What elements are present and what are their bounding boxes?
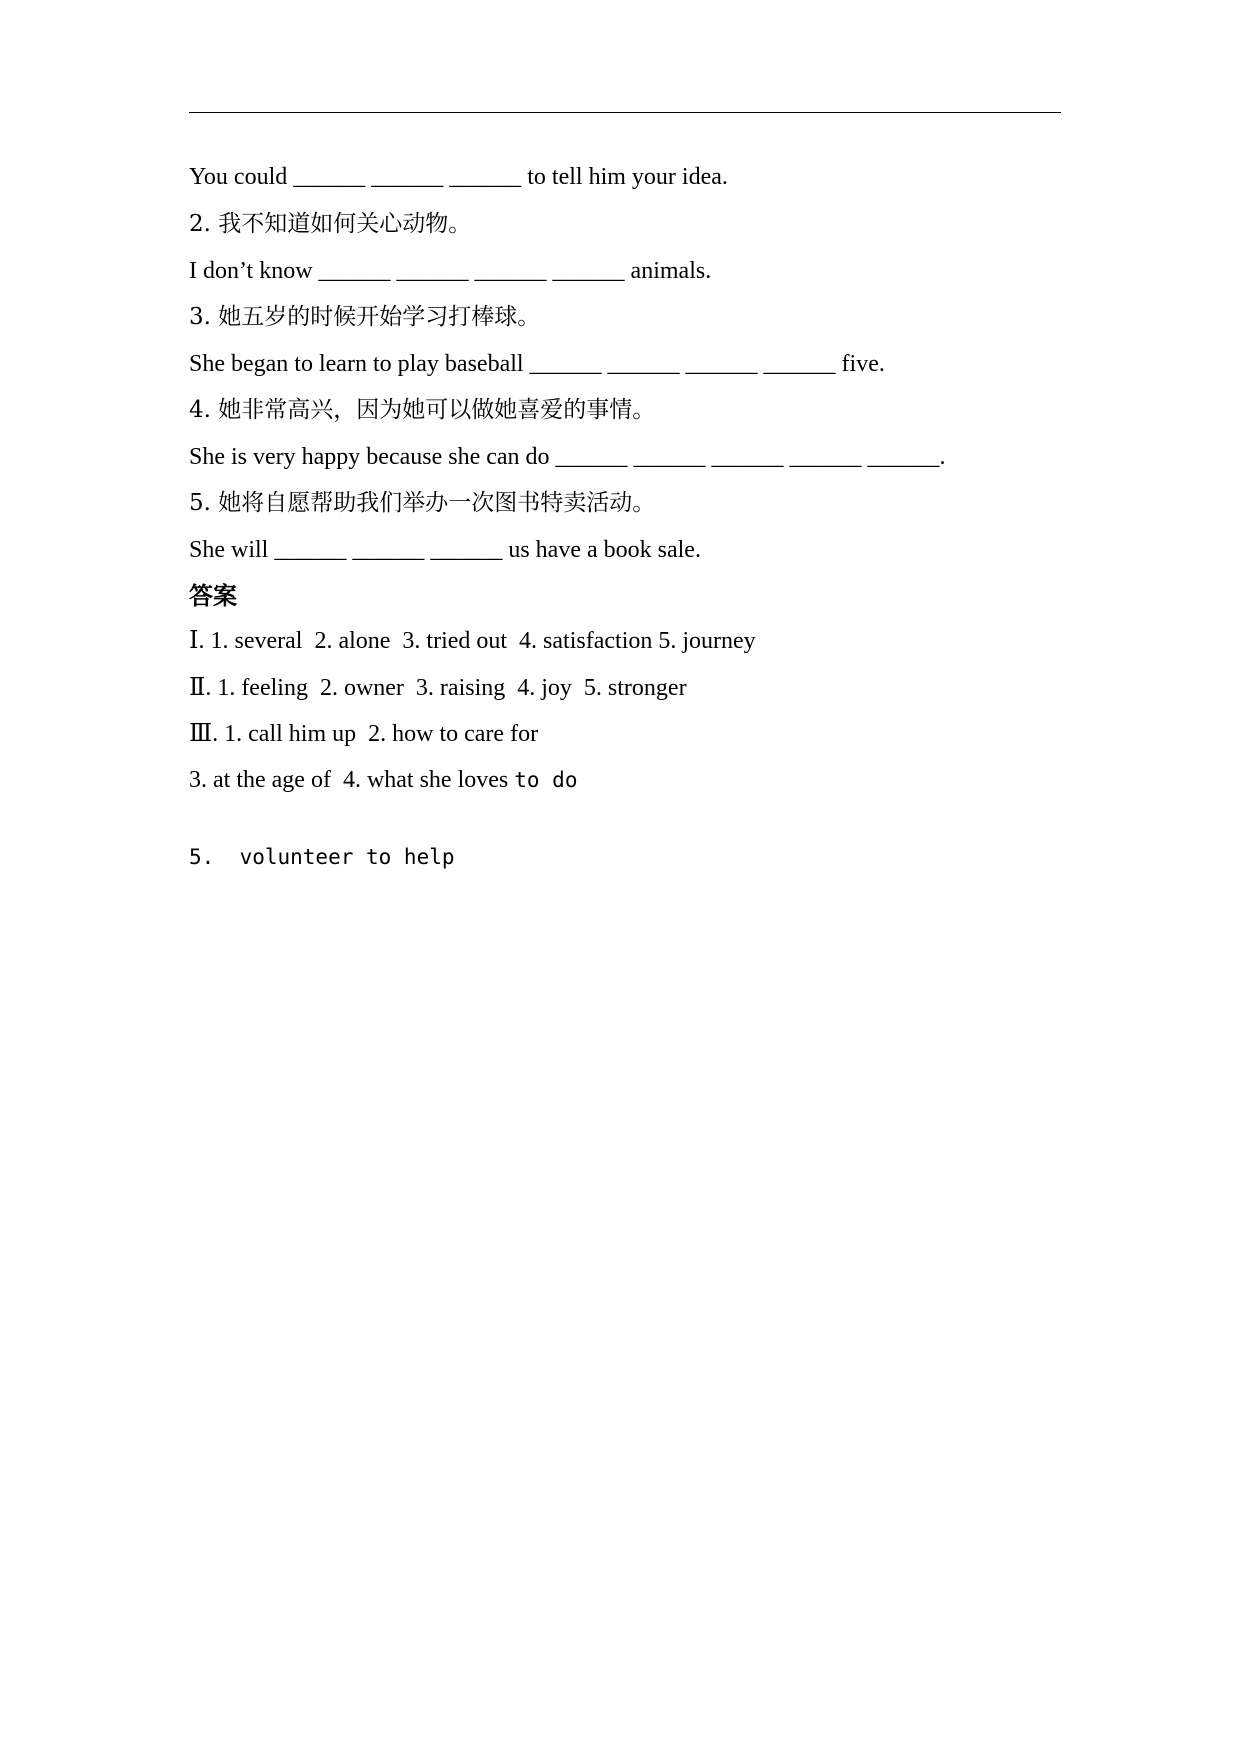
- q3-english-sentence: She began to learn to play baseball ______ ______ ______ ______ five.: [189, 351, 885, 377]
- answers-part-2: Ⅱ. 1. feeling 2. owner 3. raising 4. joy 5. stronger: [189, 675, 687, 701]
- answers-part-3-line-2-tail: to do: [514, 768, 578, 792]
- answers-heading: 答案: [189, 582, 237, 610]
- q5-english-sentence: She will ______ ______ ______ us have a book sale.: [189, 537, 701, 563]
- answers-part-3-line-3: 5. volunteer to help: [189, 845, 455, 869]
- answers-part-3-line-1: Ⅲ. 1. call him up 2. how to care for: [189, 721, 539, 747]
- q2-chinese-prompt: 2. 我不知道如何关心动物。: [189, 211, 472, 237]
- q3-chinese-prompt: 3. 她五岁的时候开始学习打棒球。: [189, 304, 541, 330]
- q2-english-sentence: I don’t know ______ ______ ______ ______ animals.: [189, 258, 712, 284]
- q5-chinese-prompt: 5. 她将自愿帮助我们举办一次图书特卖活动。: [189, 490, 656, 516]
- answers-part-3-line-2-main: 3. at the age of 4. what she loves: [189, 767, 515, 793]
- q4-chinese-prompt: 4. 她非常高兴，因为她可以做她喜爱的事情。: [189, 397, 656, 423]
- q1-english-sentence: You could ______ ______ ______ to tell him your idea.: [189, 164, 728, 190]
- q4-english-sentence: She is very happy because she can do ______ ______ ______ ______ ______.: [189, 444, 946, 470]
- answers-part-1: Ⅰ. 1. several 2. alone 3. tried out 4. satisfaction 5. journey: [189, 628, 756, 654]
- answers-part-3-line-2: [189, 765, 577, 795]
- header-rule: [189, 112, 1061, 113]
